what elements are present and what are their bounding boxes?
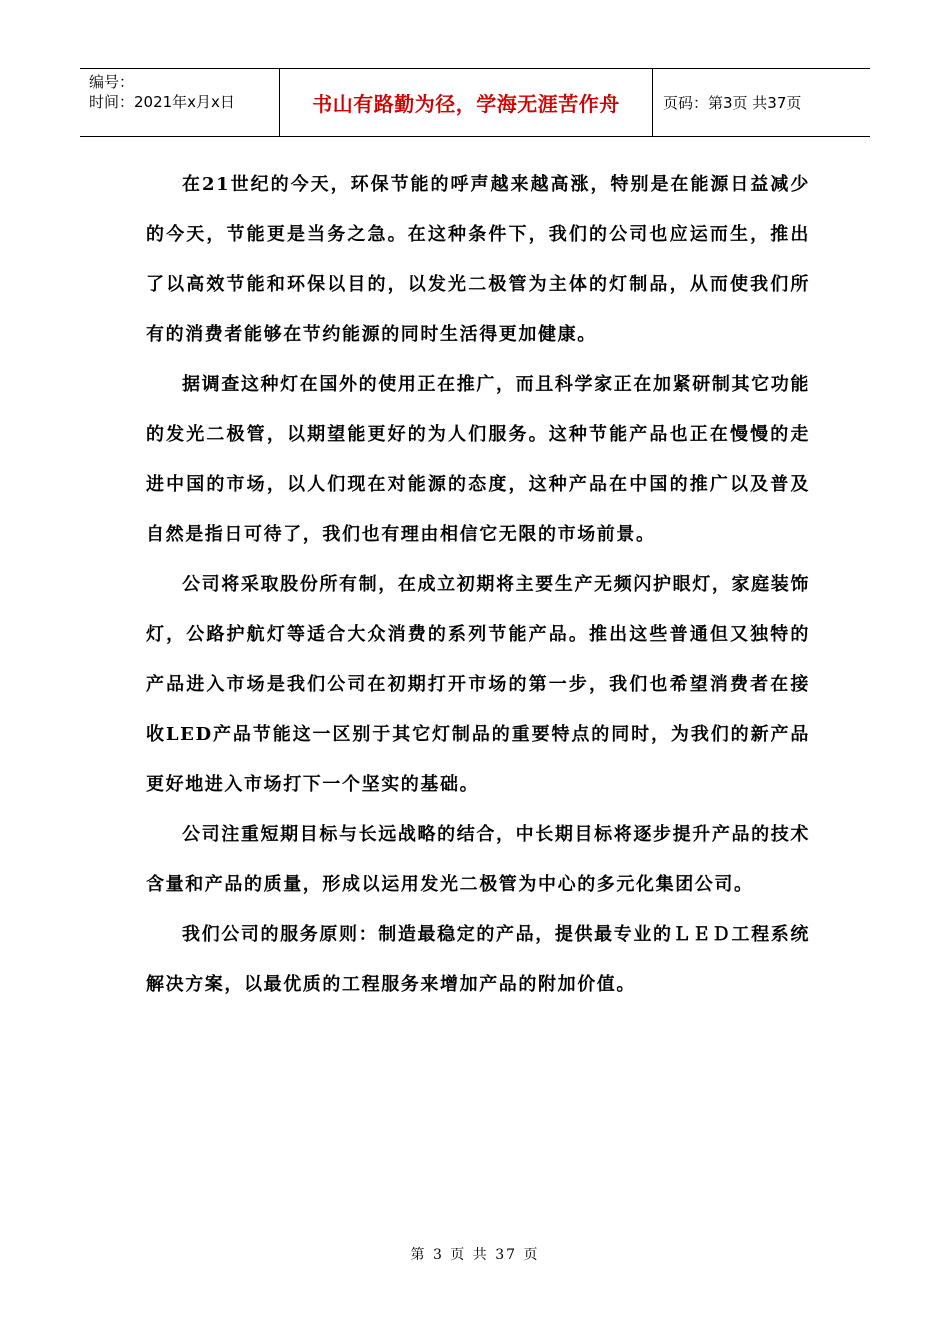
paragraph-3: 公司将采取股份所有制，在成立初期将主要生产无频闪护眼灯，家庭装饰灯，公路护航灯等适合大众消费的系列节能产品。推出这些普通但又独特的产品进入市场是我们公司在初期打开市场的第一步，我们也希望消费者在接收LED产品节能这一区别于其它灯制品的重要特点的同时，为我们的新产品更好地进入市场打下一个坚实的基础。 bbox=[146, 574, 810, 795]
paragraph-1: 在21世纪的今天，环保节能的呼声越来越高涨，特别是在能源日益减少的今天，节能更是当务之急。在这种条件下，我们的公司也应运而生，推出了以高效节能和环保以目的，以发光二极管为主体的灯制品，从而使我们所有的消费者能够在节约能源的同时生活得更加健康。 bbox=[146, 174, 810, 345]
header-meta bbox=[80, 69, 280, 136]
header-page-info: 页码：第3页 共37页 bbox=[663, 94, 802, 112]
header-motto: 书山有路勤为径，学海无涯苦作舟 bbox=[280, 69, 653, 136]
page-footer: 第 3 页 共 37 页 bbox=[410, 1247, 540, 1263]
page-header bbox=[80, 68, 870, 137]
paragraph-2: 据调查这种灯在国外的使用正在推广，而且科学家正在加紧研制其它功能的发光二极管，以期望能更好的为人们服务。这种节能产品也正在慢慢的走进中国的市场，以人们现在对能源的态度，这种产品在中国的推广以及普及自然是指日可待了，我们也有理由相信它无限的市场前景。 bbox=[146, 374, 810, 545]
paragraph-5: 我们公司的服务原则：制造最稳定的产品，提供最专业的ＬＥＤ工程系统解决方案，以最优质的工程服务来增加产品的附加价值。 bbox=[146, 924, 810, 995]
document-number-label: 编号： bbox=[89, 73, 135, 91]
paragraph-4: 公司注重短期目标与长远战略的结合，中长期目标将逐步提升产品的技术含量和产品的质量，形成以运用发光二极管为中心的多元化集团公司。 bbox=[146, 824, 810, 895]
document-time-label: 时间：2021年x月x日 bbox=[89, 93, 235, 111]
document-body bbox=[146, 160, 810, 1010]
